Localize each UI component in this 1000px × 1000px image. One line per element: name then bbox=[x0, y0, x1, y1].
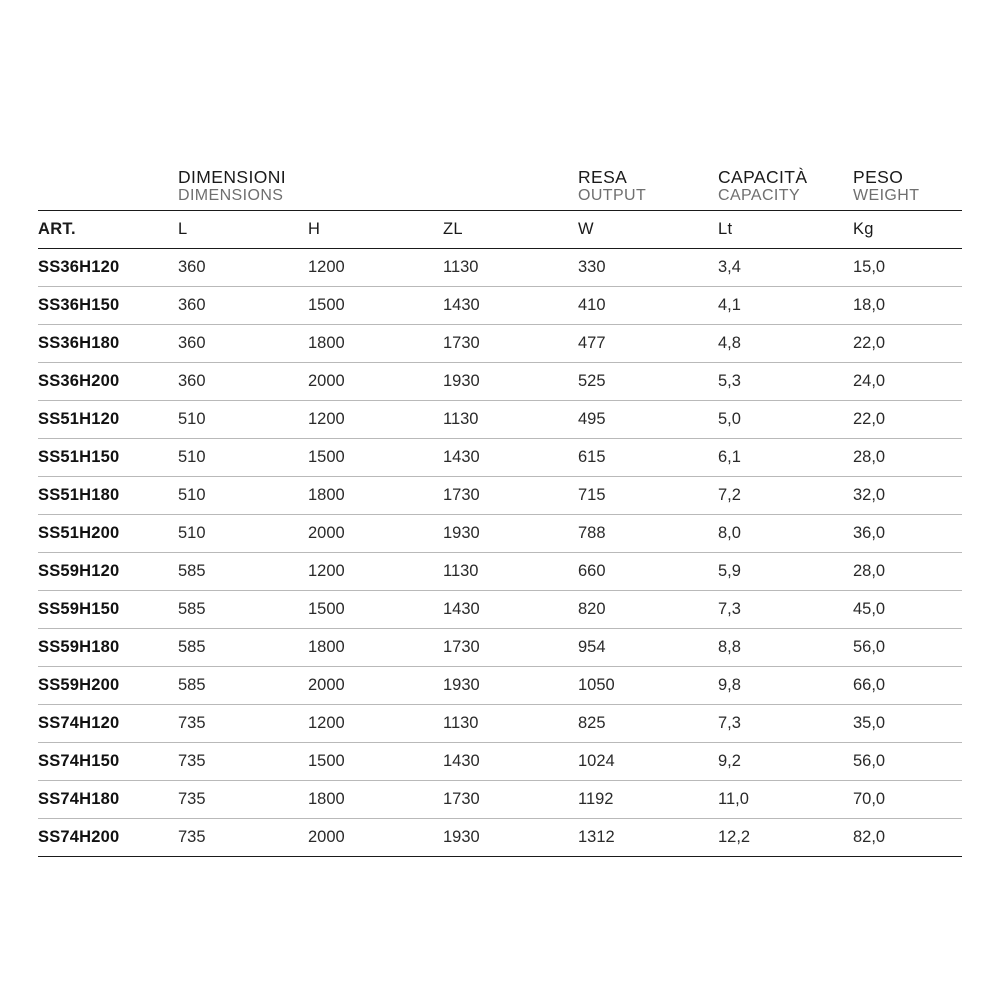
cell-h: 1200 bbox=[308, 705, 443, 743]
cell-zl: 1730 bbox=[443, 629, 578, 667]
cell-art: SS51H120 bbox=[38, 401, 178, 439]
table-row bbox=[38, 249, 962, 287]
cell-l: 510 bbox=[178, 439, 308, 477]
cell-kg: 22,0 bbox=[853, 401, 962, 439]
cell-lt: 4,8 bbox=[718, 325, 853, 363]
cell-l: 510 bbox=[178, 477, 308, 515]
cell-h: 1200 bbox=[308, 553, 443, 591]
cell-h: 1500 bbox=[308, 287, 443, 325]
cell-zl: 1430 bbox=[443, 287, 578, 325]
column-header-art: ART. bbox=[38, 211, 178, 249]
cell-l: 360 bbox=[178, 249, 308, 287]
cell-lt: 8,8 bbox=[718, 629, 853, 667]
cell-w: 330 bbox=[578, 249, 718, 287]
cell-h: 1200 bbox=[308, 249, 443, 287]
cell-l: 585 bbox=[178, 667, 308, 705]
cell-h: 1800 bbox=[308, 629, 443, 667]
cell-art: SS74H150 bbox=[38, 743, 178, 781]
cell-lt: 7,2 bbox=[718, 477, 853, 515]
cell-kg: 22,0 bbox=[853, 325, 962, 363]
cell-lt: 4,1 bbox=[718, 287, 853, 325]
cell-l: 510 bbox=[178, 401, 308, 439]
group-header-dimensions bbox=[178, 168, 578, 211]
cell-kg: 36,0 bbox=[853, 515, 962, 553]
cell-h: 1200 bbox=[308, 401, 443, 439]
cell-art: SS74H200 bbox=[38, 819, 178, 857]
cell-h: 2000 bbox=[308, 667, 443, 705]
cell-kg: 66,0 bbox=[853, 667, 962, 705]
cell-lt: 5,9 bbox=[718, 553, 853, 591]
cell-l: 360 bbox=[178, 363, 308, 401]
cell-kg: 24,0 bbox=[853, 363, 962, 401]
column-header-lt: Lt bbox=[718, 211, 853, 249]
cell-w: 495 bbox=[578, 401, 718, 439]
cell-lt: 11,0 bbox=[718, 781, 853, 819]
cell-w: 954 bbox=[578, 629, 718, 667]
table-row bbox=[38, 743, 962, 781]
cell-zl: 1130 bbox=[443, 705, 578, 743]
cell-l: 510 bbox=[178, 515, 308, 553]
group-header-weight bbox=[853, 168, 962, 211]
cell-kg: 28,0 bbox=[853, 439, 962, 477]
cell-w: 525 bbox=[578, 363, 718, 401]
cell-lt: 5,0 bbox=[718, 401, 853, 439]
table-row bbox=[38, 363, 962, 401]
cell-lt: 8,0 bbox=[718, 515, 853, 553]
cell-art: SS36H120 bbox=[38, 249, 178, 287]
cell-kg: 32,0 bbox=[853, 477, 962, 515]
cell-zl: 1930 bbox=[443, 819, 578, 857]
cell-zl: 1930 bbox=[443, 515, 578, 553]
cell-art: SS74H180 bbox=[38, 781, 178, 819]
cell-h: 1500 bbox=[308, 591, 443, 629]
table-row bbox=[38, 819, 962, 857]
table-row bbox=[38, 515, 962, 553]
group-label-en: CAPACITY bbox=[718, 186, 801, 204]
column-header-h: H bbox=[308, 211, 443, 249]
table-row bbox=[38, 477, 962, 515]
cell-zl: 1730 bbox=[443, 477, 578, 515]
table-row bbox=[38, 591, 962, 629]
table-row bbox=[38, 287, 962, 325]
cell-kg: 45,0 bbox=[853, 591, 962, 629]
cell-art: SS36H150 bbox=[38, 287, 178, 325]
table-header bbox=[38, 168, 962, 249]
cell-lt: 5,3 bbox=[718, 363, 853, 401]
group-header-art bbox=[38, 168, 178, 211]
cell-art: SS59H120 bbox=[38, 553, 178, 591]
cell-w: 1312 bbox=[578, 819, 718, 857]
cell-kg: 56,0 bbox=[853, 629, 962, 667]
cell-kg: 35,0 bbox=[853, 705, 962, 743]
cell-w: 615 bbox=[578, 439, 718, 477]
cell-h: 2000 bbox=[308, 819, 443, 857]
cell-w: 1192 bbox=[578, 781, 718, 819]
cell-kg: 56,0 bbox=[853, 743, 962, 781]
group-label-en: WEIGHT bbox=[853, 186, 920, 204]
cell-art: SS36H200 bbox=[38, 363, 178, 401]
cell-w: 477 bbox=[578, 325, 718, 363]
table-row bbox=[38, 439, 962, 477]
group-header-row bbox=[38, 168, 962, 211]
cell-l: 735 bbox=[178, 781, 308, 819]
group-header-output bbox=[578, 168, 718, 211]
cell-w: 660 bbox=[578, 553, 718, 591]
cell-lt: 7,3 bbox=[718, 705, 853, 743]
table-row bbox=[38, 629, 962, 667]
cell-zl: 1930 bbox=[443, 667, 578, 705]
column-header-kg: Kg bbox=[853, 211, 962, 249]
cell-art: SS74H120 bbox=[38, 705, 178, 743]
cell-zl: 1930 bbox=[443, 363, 578, 401]
cell-kg: 18,0 bbox=[853, 287, 962, 325]
cell-zl: 1430 bbox=[443, 743, 578, 781]
cell-lt: 7,3 bbox=[718, 591, 853, 629]
table-row bbox=[38, 667, 962, 705]
cell-lt: 6,1 bbox=[718, 439, 853, 477]
cell-h: 1500 bbox=[308, 439, 443, 477]
cell-lt: 3,4 bbox=[718, 249, 853, 287]
group-label-it: RESA bbox=[578, 167, 628, 187]
cell-zl: 1430 bbox=[443, 439, 578, 477]
cell-w: 825 bbox=[578, 705, 718, 743]
cell-art: SS59H150 bbox=[38, 591, 178, 629]
table-row bbox=[38, 325, 962, 363]
cell-zl: 1130 bbox=[443, 249, 578, 287]
cell-zl: 1430 bbox=[443, 591, 578, 629]
group-label-it: PESO bbox=[853, 167, 904, 187]
cell-h: 1800 bbox=[308, 325, 443, 363]
group-label-it: CAPACITÀ bbox=[718, 167, 808, 187]
cell-w: 1024 bbox=[578, 743, 718, 781]
cell-art: SS51H180 bbox=[38, 477, 178, 515]
column-header-l: L bbox=[178, 211, 308, 249]
column-header-zl: ZL bbox=[443, 211, 578, 249]
cell-l: 585 bbox=[178, 591, 308, 629]
cell-kg: 70,0 bbox=[853, 781, 962, 819]
cell-w: 820 bbox=[578, 591, 718, 629]
cell-w: 1050 bbox=[578, 667, 718, 705]
cell-w: 788 bbox=[578, 515, 718, 553]
cell-l: 585 bbox=[178, 553, 308, 591]
table-row bbox=[38, 781, 962, 819]
cell-w: 410 bbox=[578, 287, 718, 325]
cell-w: 715 bbox=[578, 477, 718, 515]
cell-zl: 1730 bbox=[443, 325, 578, 363]
cell-lt: 9,2 bbox=[718, 743, 853, 781]
cell-l: 735 bbox=[178, 705, 308, 743]
group-label-it: DIMENSIONI bbox=[178, 167, 287, 187]
cell-h: 2000 bbox=[308, 515, 443, 553]
table-row bbox=[38, 401, 962, 439]
cell-h: 1500 bbox=[308, 743, 443, 781]
cell-art: SS51H150 bbox=[38, 439, 178, 477]
cell-kg: 82,0 bbox=[853, 819, 962, 857]
group-header-capacity bbox=[718, 168, 853, 211]
cell-h: 1800 bbox=[308, 477, 443, 515]
cell-l: 735 bbox=[178, 743, 308, 781]
table-row bbox=[38, 705, 962, 743]
column-header-w: W bbox=[578, 211, 718, 249]
cell-zl: 1130 bbox=[443, 401, 578, 439]
cell-l: 735 bbox=[178, 819, 308, 857]
group-label-en: DIMENSIONS bbox=[178, 186, 284, 204]
cell-zl: 1730 bbox=[443, 781, 578, 819]
specification-table bbox=[38, 168, 962, 857]
group-label-en: OUTPUT bbox=[578, 186, 647, 204]
cell-zl: 1130 bbox=[443, 553, 578, 591]
cell-l: 360 bbox=[178, 287, 308, 325]
cell-art: SS36H180 bbox=[38, 325, 178, 363]
table-row bbox=[38, 553, 962, 591]
cell-art: SS51H200 bbox=[38, 515, 178, 553]
cell-kg: 28,0 bbox=[853, 553, 962, 591]
cell-lt: 9,8 bbox=[718, 667, 853, 705]
cell-l: 585 bbox=[178, 629, 308, 667]
cell-h: 2000 bbox=[308, 363, 443, 401]
column-header-row bbox=[38, 211, 962, 249]
table-body bbox=[38, 249, 962, 857]
cell-lt: 12,2 bbox=[718, 819, 853, 857]
cell-h: 1800 bbox=[308, 781, 443, 819]
cell-art: SS59H180 bbox=[38, 629, 178, 667]
cell-l: 360 bbox=[178, 325, 308, 363]
cell-kg: 15,0 bbox=[853, 249, 962, 287]
cell-art: SS59H200 bbox=[38, 667, 178, 705]
